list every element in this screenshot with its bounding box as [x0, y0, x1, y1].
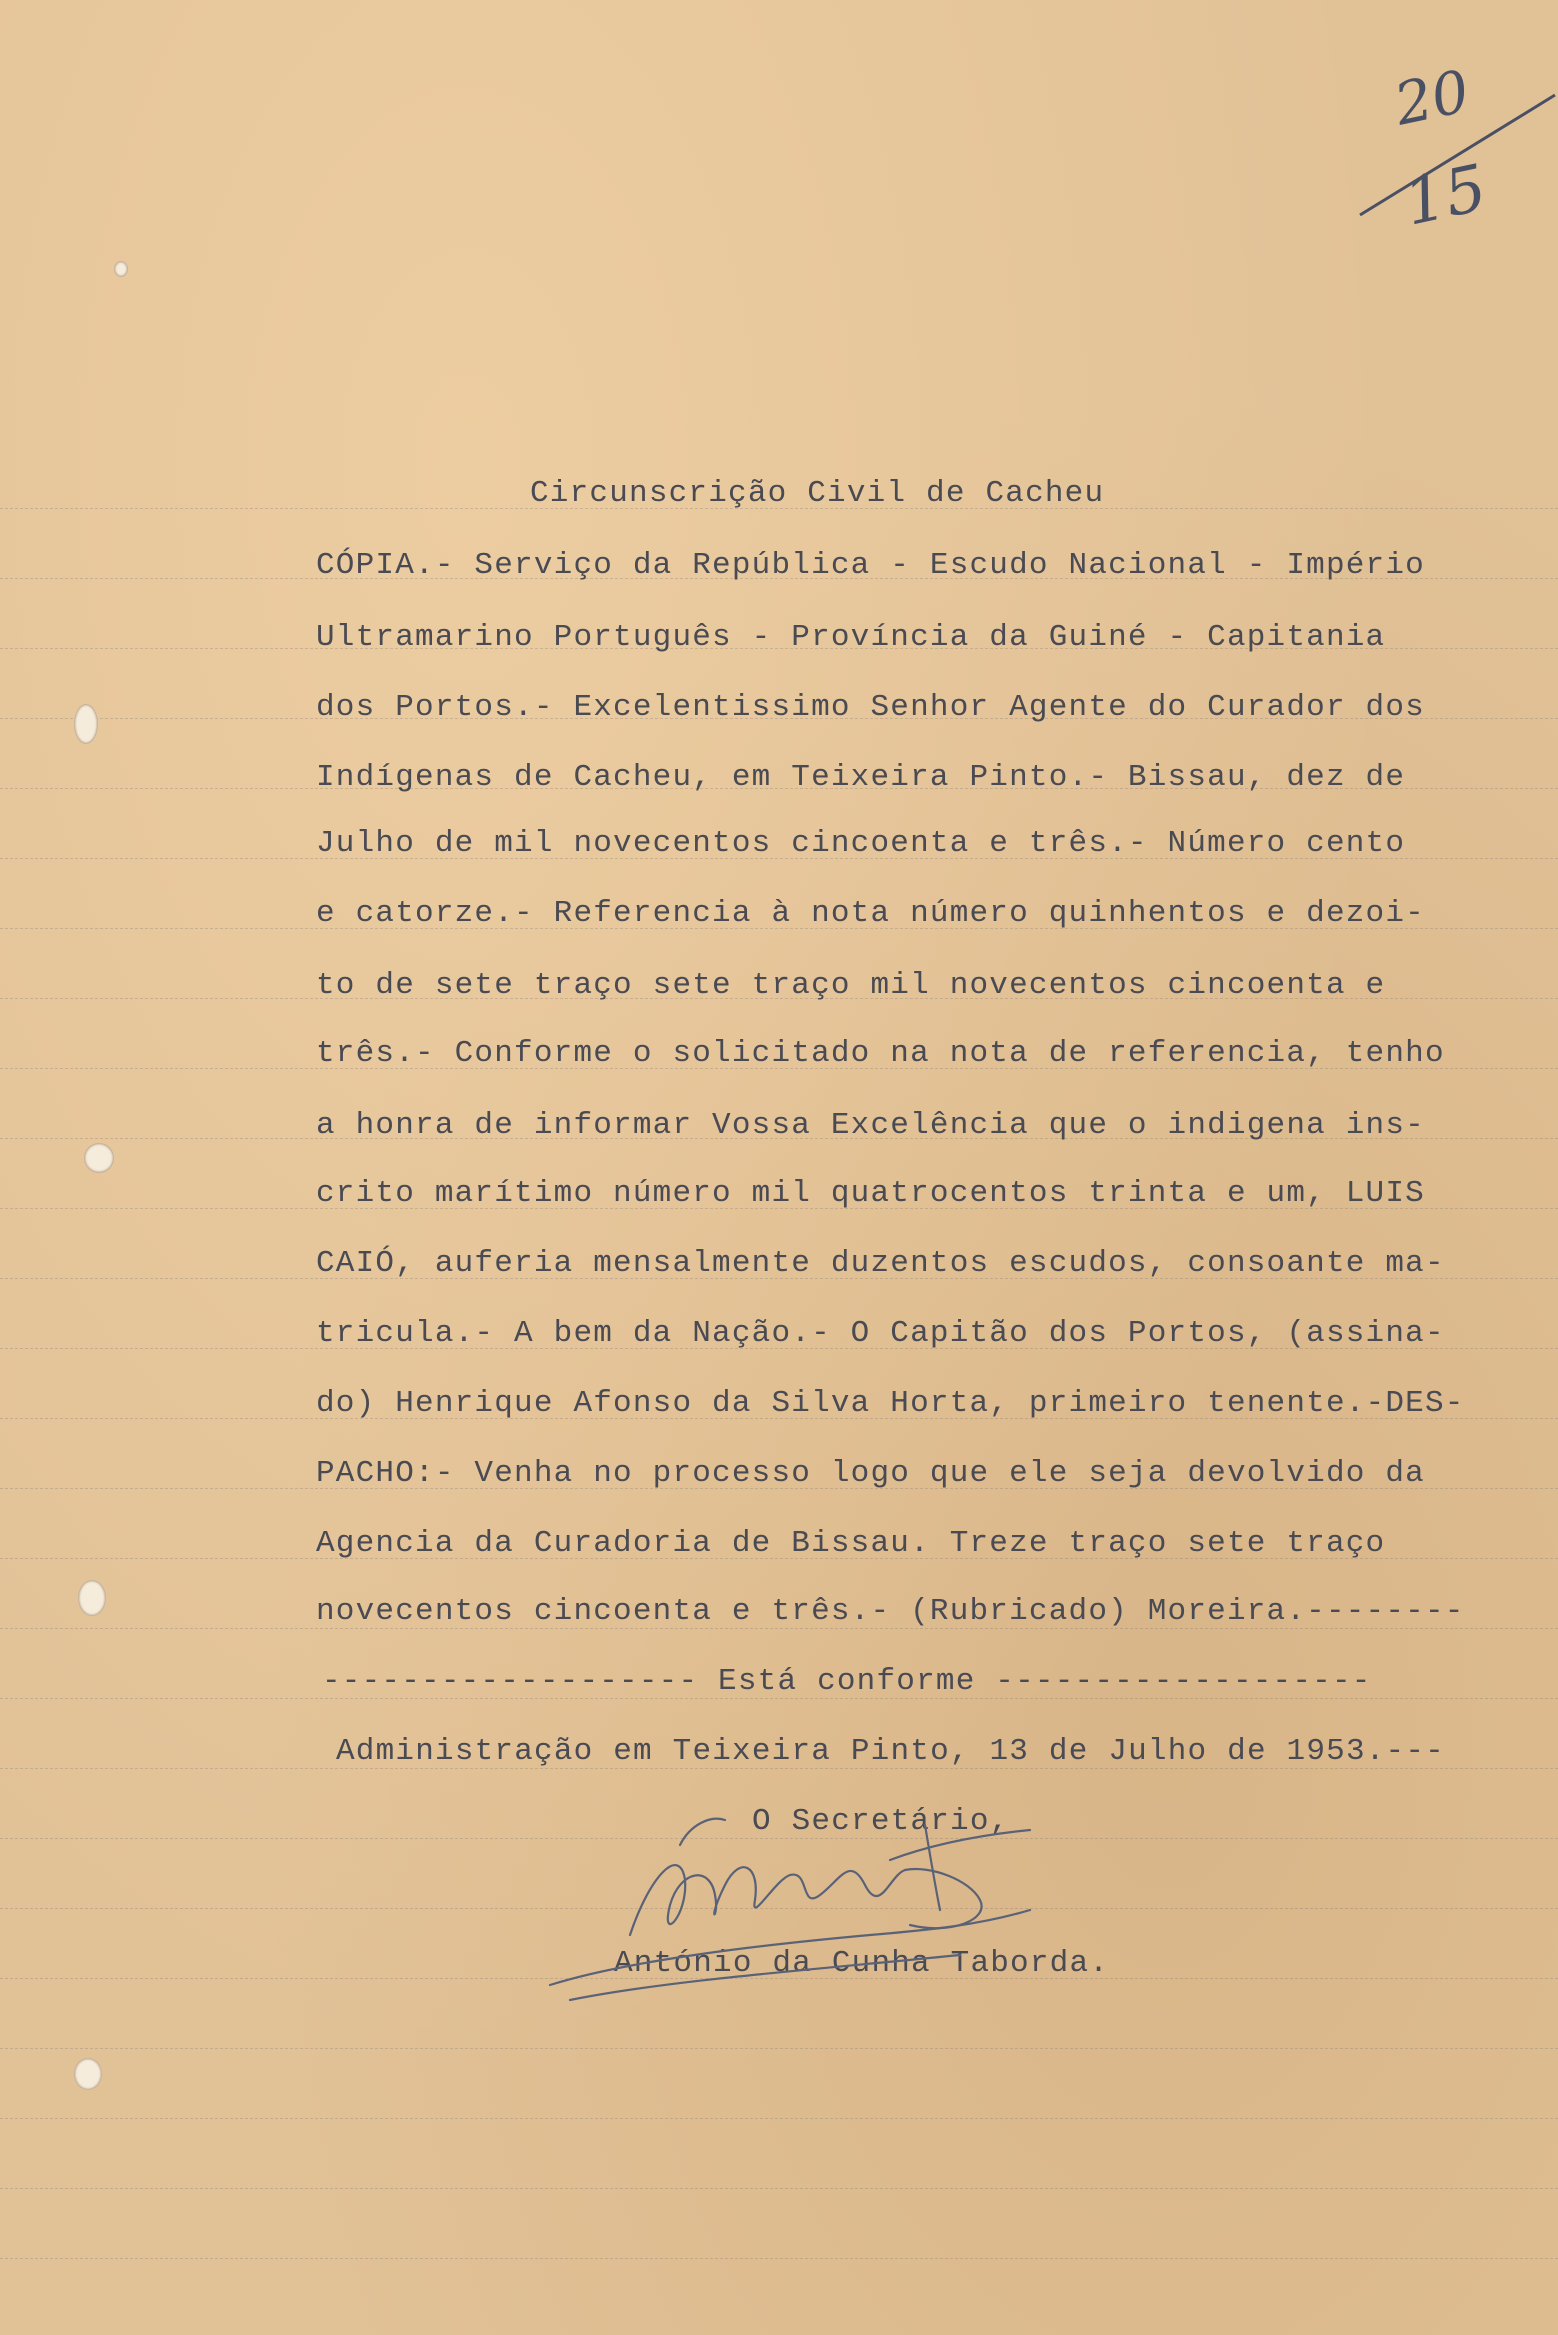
body-line: dos Portos.- Excelentissimo Senhor Agente do Curador dos	[316, 690, 1425, 725]
ruling-line	[0, 2048, 1558, 2050]
body-line: a honra de informar Vossa Excelência que o indigena ins-	[316, 1108, 1425, 1143]
body-line: PACHO:- Venha no processo logo que ele seja devolvido da	[316, 1456, 1425, 1491]
conforme-line: ------------------- Está conforme -------------------	[322, 1664, 1372, 1699]
body-line: e catorze.- Referencia à nota número quinhentos e dezoi-	[316, 896, 1425, 931]
punch-hole	[74, 2058, 102, 2090]
ruling-line	[0, 2118, 1558, 2120]
document-heading: Circunscrição Civil de Cacheu	[530, 476, 1105, 511]
punch-hole	[84, 1143, 114, 1173]
date-line: Administração em Teixeira Pinto, 13 de Julho de 1953.---	[336, 1734, 1445, 1769]
body-line: CAIÓ, auferia mensalmente duzentos escudos, consoante ma-	[316, 1246, 1445, 1281]
body-line: três.- Conforme o solicitado na nota de referencia, tenho	[316, 1036, 1445, 1071]
body-line: Julho de mil novecentos cincoenta e três.- Número cento	[316, 826, 1406, 861]
folio-mark	[1340, 55, 1558, 255]
punch-hole	[114, 261, 128, 277]
ruling-line	[0, 2188, 1558, 2190]
punch-hole	[74, 704, 98, 744]
body-line: novecentos cincoenta e três.- (Rubricado) Moreira.--------	[316, 1594, 1465, 1629]
body-line: crito marítimo número mil quatrocentos trinta e um, LUIS	[316, 1176, 1425, 1211]
folio-number-bottom: 15	[1397, 151, 1493, 241]
folio-number-top: 20	[1388, 56, 1476, 139]
signatory-name: António da Cunha Taborda.	[614, 1946, 1110, 1981]
ruling-line	[0, 2258, 1558, 2260]
body-line: Indígenas de Cacheu, em Teixeira Pinto.- Bissau, dez de	[316, 760, 1406, 795]
body-line: to de sete traço sete traço mil novecentos cincoenta e	[316, 968, 1386, 1003]
punch-hole	[78, 1580, 106, 1616]
body-line: CÓPIA.- Serviço da República - Escudo Nacional - Império	[316, 548, 1425, 583]
body-line: do) Henrique Afonso da Silva Horta, primeiro tenente.-DES-	[316, 1386, 1465, 1421]
handwritten-signature	[510, 1785, 1110, 2025]
secretary-title: O Secretário,	[752, 1804, 1010, 1839]
body-line: Agencia da Curadoria de Bissau. Treze traço sete traço	[316, 1526, 1386, 1561]
body-line: Ultramarino Português - Província da Guiné - Capitania	[316, 620, 1386, 655]
body-line: tricula.- A bem da Nação.- O Capitão dos Portos, (assina-	[316, 1316, 1445, 1351]
